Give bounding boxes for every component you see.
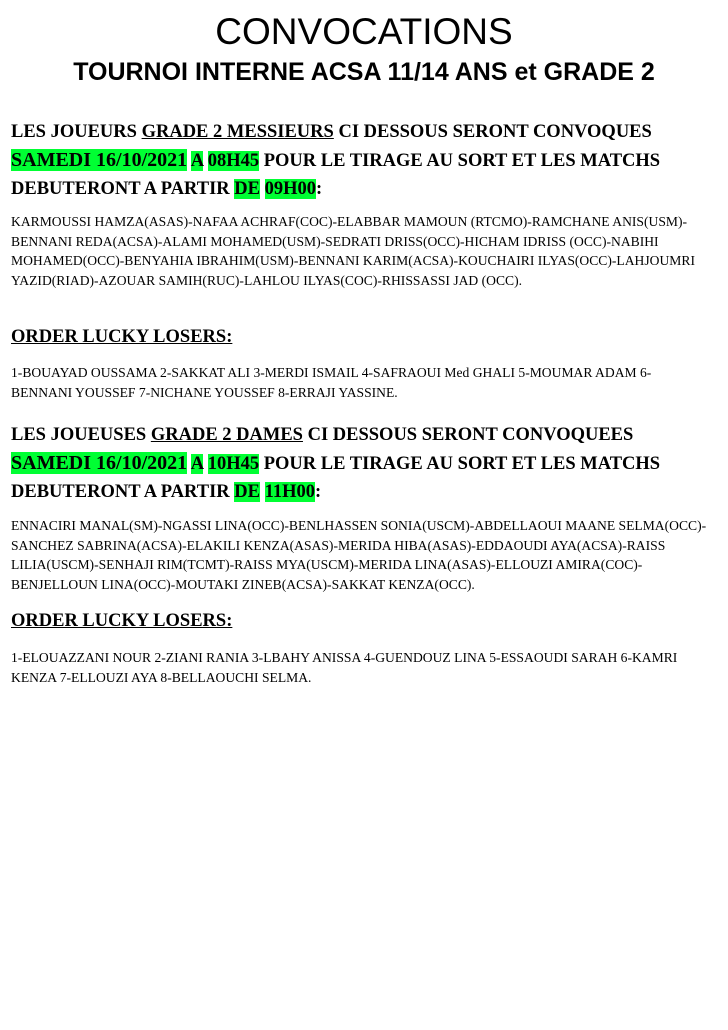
women-convocation-text: [11, 421, 711, 506]
women-end-colon: :: [315, 482, 322, 502]
women-start-time-highlight: 11H00: [264, 482, 315, 502]
men-end-colon: :: [316, 179, 323, 199]
women-lucky-heading-block: [11, 609, 711, 633]
page-subtitle: TOURNOI INTERNE ACSA 11/14 ANS et GRADE 2: [73, 58, 655, 86]
men-lucky-losers-title: ORDER LUCKY LOSERS:: [11, 327, 233, 347]
men-intro-a: LES JOUEURS: [11, 122, 142, 142]
women-player-list: ENNACIRI MANAL(SM)-NGASSI LINA(OCC)-BENLHASSEN SONIA(USCM)-ABDELLAOUI MAANE SELMA(OCC)-SANCHEZ SABRINA(ACSA)-ELAKILI KENZA(ASAS)-MERIDA HIBA(ASAS)-EDDAOUDI AYA(ACSA)-RAISS LILIA(USCM)-SENHAJI RIM(TCMT)-RAISS MYA(USCM)-MERIDA LINA(ASAS)-ELLOUZI AMIRA(COC)-BENJELLOUN LINA(OCC)-MOUTAKI ZINEB(ACSA)-SAKKAT KENZA(OCC).: [11, 518, 707, 592]
women-date-highlight: SAMEDI 16/10/2021: [11, 452, 188, 474]
women-lucky-list-block: [11, 648, 711, 687]
women-announcement: [11, 421, 711, 506]
men-players-block: [11, 212, 711, 290]
men-mid-text: POUR LE TIRAGE AU SORT ET LES MATCHS DEBUTERONT A PARTIR: [11, 151, 661, 199]
men-intro-b: CI DESSOUS SERONT CONVOQUES: [333, 122, 652, 142]
women-a-highlight: A: [190, 454, 204, 474]
men-lucky-heading-block: [11, 325, 711, 349]
women-lucky-losers-title: ORDER LUCKY LOSERS:: [11, 611, 233, 631]
women-lucky-losers-list: 1-ELOUAZZANI NOUR 2-ZIANI RANIA 3-LBAHY ANISSA 4-GUENDOUZ LINA 5-ESSAOUDI SARAH 6-KAMRI KENZA 7-ELLOUZI AYA 8-BELLAOUCHI SELMA.: [11, 650, 678, 685]
women-intro-a: LES JOUEUSES: [11, 425, 151, 445]
men-grade-label: GRADE 2 MESSIEURS: [141, 122, 334, 142]
men-start-time-highlight: 09H00: [264, 179, 317, 199]
men-de-highlight: DE: [234, 179, 260, 199]
men-lucky-list-block: [11, 363, 711, 402]
women-mid-text: POUR LE TIRAGE AU SORT ET LES MATCHS DEBUTERONT A PARTIR: [11, 454, 661, 502]
women-players-block: [11, 516, 711, 594]
women-time-highlight: 10H45: [207, 454, 260, 474]
men-time-highlight: 08H45: [207, 151, 260, 171]
women-grade-label: GRADE 2 DAMES: [150, 425, 303, 445]
women-de-highlight: DE: [234, 482, 260, 502]
men-announcement: [11, 118, 711, 203]
men-convocation-text: [11, 118, 711, 203]
page-title: CONVOCATIONS: [215, 11, 513, 52]
women-intro-b: CI DESSOUS SERONT CONVOQUEES: [302, 425, 634, 445]
men-date-highlight: SAMEDI 16/10/2021: [11, 149, 188, 171]
men-lucky-losers-list: 1-BOUAYAD OUSSAMA 2-SAKKAT ALI 3-MERDI ISMAIL 4-SAFRAOUI Med GHALI 5-MOUMAR ADAM 6-BENNANI YOUSSEF 7-NICHANE YOUSSEF 8-ERRAJI YASSINE.: [11, 365, 652, 400]
men-player-list: KARMOUSSI HAMZA(ASAS)-NAFAA ACHRAF(COC)-ELABBAR MAMOUN (RTCMO)-RAMCHANE ANIS(USM)-BENNANI REDA(ACSA)-ALAMI MOHAMED(USM)-SEDRATI DRISS(OCC)-HICHAM IDRISS (OCC)-NABIHI MOHAMED(OCC)-BENYAHIA IBRAHIM(USM)-BENNANI KARIM(ACSA)-KOUCHAIRI ILYAS(OCC)-LAHJOUMRI YAZID(RIAD)-AZOUAR SAMIH(RUC)-LAHLOU ILYAS(COC)-RHISSASSI JAD (OCC).: [11, 214, 695, 288]
men-a-highlight: A: [190, 151, 204, 171]
